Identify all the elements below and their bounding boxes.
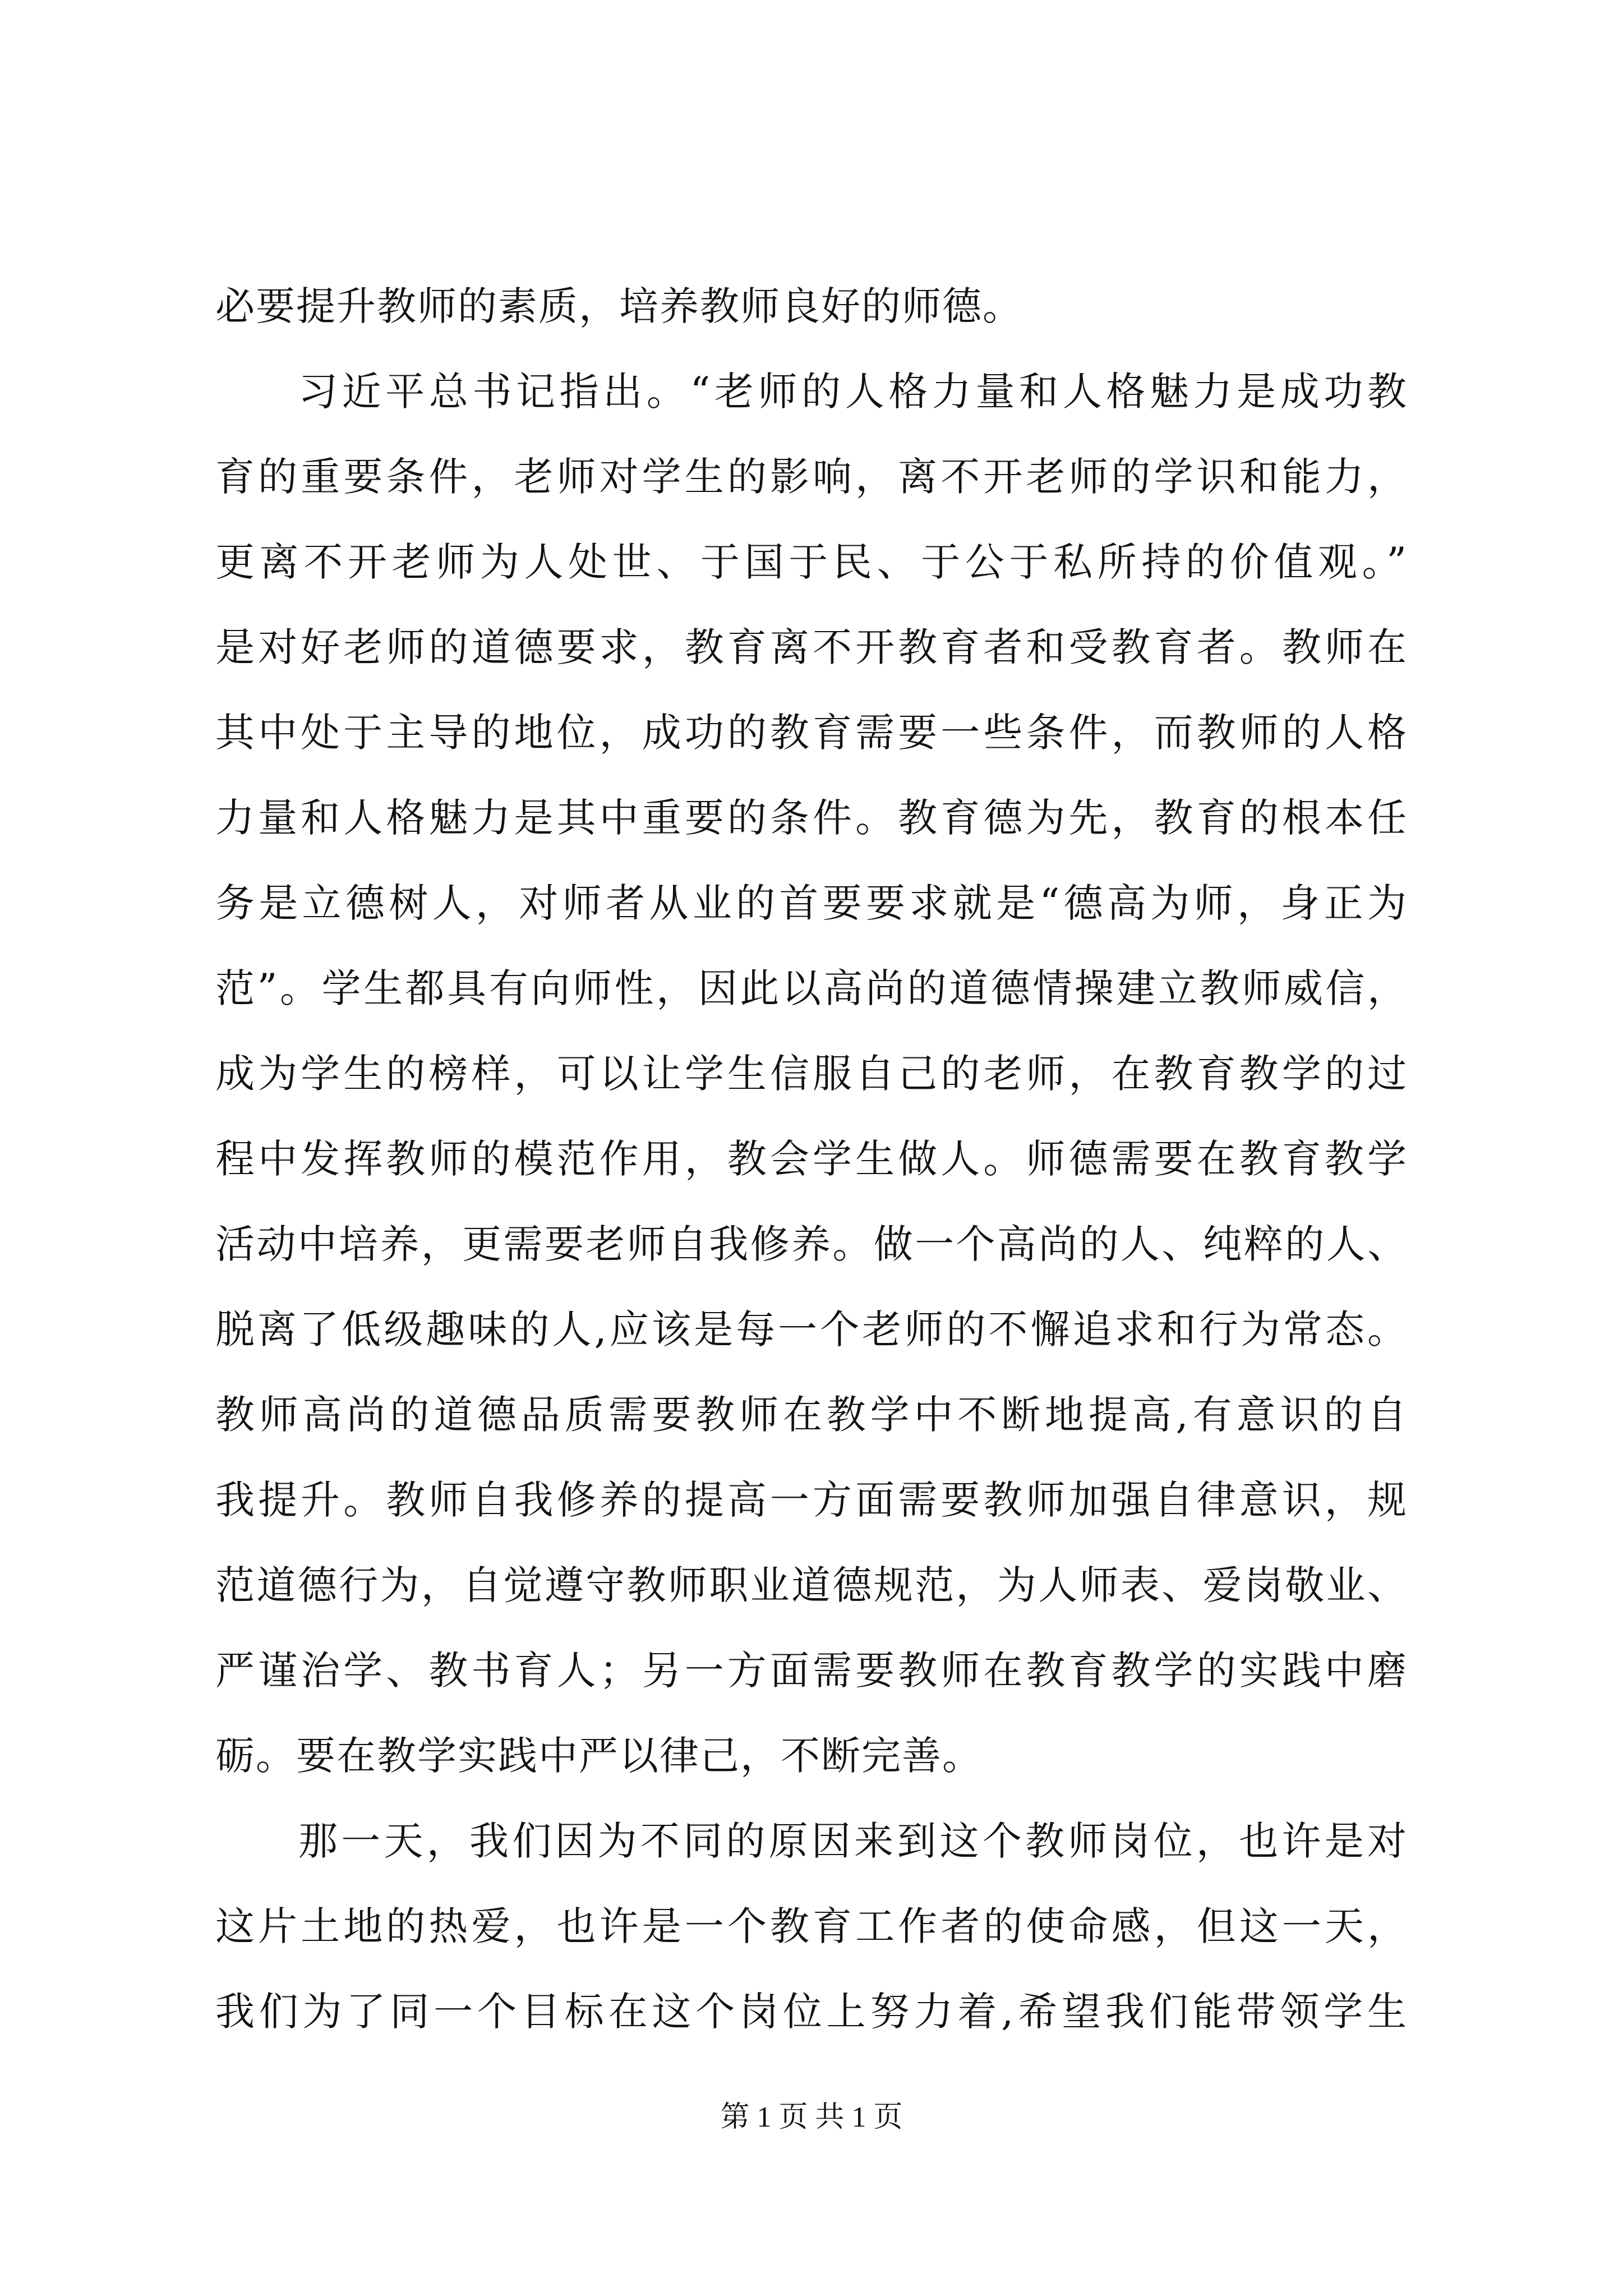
paragraph-line: 我们为了同一个目标在这个岗位上努力着,希望我们能带领学生 (215, 1989, 1408, 2035)
page-footer (0, 2101, 1623, 2134)
paragraph-line: 更离不开老师为人处世、于国于民、于公于私所持的价值观。” (215, 539, 1408, 585)
paragraph-line: 力量和人格魅力是其中重要的条件。教育德为先，教育的根本任 (215, 795, 1408, 841)
paragraph-line: 严谨治学、教书育人；另一方面需要教师在教育教学的实践中磨 (215, 1648, 1408, 1694)
paragraph-line: 成为学生的榜样，可以让学生信服自己的老师，在教育教学的过 (215, 1051, 1408, 1097)
paragraph-line: 我提升。教师自我修养的提高一方面需要教师加强自律意识，规 (215, 1477, 1408, 1523)
paragraph-line: 范道德行为，自觉遵守教师职业道德规范，为人师表、爱岗敬业、 (215, 1562, 1408, 1608)
paragraph-line: 程中发挥教师的模范作用，教会学生做人。师德需要在教育教学 (215, 1136, 1408, 1182)
body-text (215, 264, 1408, 2054)
paragraph-line: 这片土地的热爱，也许是一个教育工作者的使命感，但这一天， (215, 1903, 1408, 1949)
paragraph-line: 那一天，我们因为不同的原因来到这个教师岗位，也许是对 (298, 1818, 1408, 1864)
paragraph-line: 活动中培养，更需要老师自我修养。做一个高尚的人、纯粹的人、 (215, 1221, 1408, 1267)
paragraph-line: 育的重要条件，老师对学生的影响，离不开老师的学识和能力， (215, 454, 1408, 500)
paragraph-line: 必要提升教师的素质，培养教师良好的师德。 (215, 283, 1023, 329)
paragraph-line: 砺。要在教学实践中严以律己，不断完善。 (215, 1733, 983, 1779)
paragraph-line: 其中处于主导的地位，成功的教育需要一些条件，而教师的人格 (215, 710, 1408, 756)
paragraph-line: 务是立德树人，对师者从业的首要要求就是“德高为师，身正为 (215, 880, 1408, 926)
paragraph-line: 教师高尚的道德品质需要教师在教学中不断地提高,有意识的自 (215, 1392, 1408, 1438)
page-number: 第 1 页 共 1 页 (720, 2101, 903, 2133)
paragraph-line: 脱离了低级趣味的人,应该是每一个老师的不懈追求和行为常态。 (215, 1306, 1408, 1352)
paragraph-line: 习近平总书记指出。“老师的人格力量和人格魅力是成功教 (298, 369, 1408, 415)
paragraph-line: 范”。学生都具有向师性，因此以高尚的道德情操建立教师威信， (215, 965, 1408, 1011)
paragraph-line: 是对好老师的道德要求，教育离不开教育者和受教育者。教师在 (215, 624, 1408, 670)
